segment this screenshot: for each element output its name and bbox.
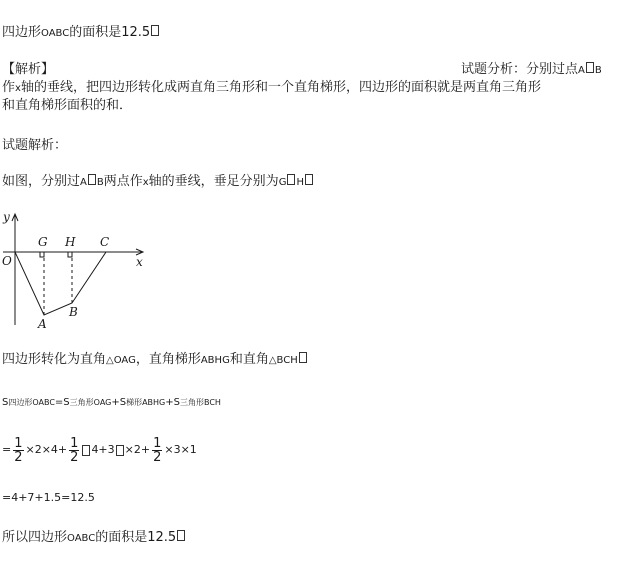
analysis-tag: 【解析】 — [2, 62, 55, 77]
right-angle-mark-g — [40, 252, 44, 257]
right-angle-mark-h — [68, 252, 72, 257]
solution-heading: 试题解析： — [2, 138, 68, 153]
label-a: A — [38, 317, 47, 331]
area-result: =4+7+1.5=12.5 — [2, 491, 95, 504]
missing-glyph-box — [82, 445, 90, 456]
label-h: H — [65, 235, 76, 249]
missing-glyph-box — [177, 530, 185, 541]
missing-glyph-box — [116, 445, 124, 456]
label-x: x — [136, 255, 143, 269]
label-o: O — [2, 254, 12, 268]
quadrilateral-oabc — [15, 252, 106, 315]
area-formula: S四边形OABC=S三角形OAG+S梯形ABHG+S三角形BCH — [2, 397, 221, 408]
transform-line: 四边形转化为直角△OAG，直角梯形ABHG和直角△BCH — [2, 352, 308, 369]
coordinate-figure — [0, 205, 160, 335]
conclusion: 所以四边形OABC的面积是12.5 — [2, 530, 186, 547]
missing-glyph-box — [287, 174, 295, 185]
label-g: G — [38, 235, 48, 249]
missing-glyph-box — [586, 62, 594, 73]
solution-line: 如图，分别过A B两点作x轴的垂线，垂足分别为G H — [2, 174, 314, 191]
missing-glyph-box — [88, 174, 96, 185]
area-calculation: = $\frac{1}{2}$ ×2×4+ $\frac{1}{2}$ 4+3 ×2+ $\frac{1}{2}$ ×3×1 — [2, 435, 197, 465]
label-c: C — [100, 235, 110, 249]
fraction-half: $\frac{1}{2}$ — [14, 435, 23, 465]
analysis-summary-start: 试题分析：分别过点A B — [461, 62, 602, 77]
missing-glyph-box — [305, 174, 313, 185]
missing-glyph-box — [151, 25, 159, 36]
answer-statement: 四边形OABC的面积是12.5 — [2, 25, 160, 42]
analysis-line-2: 作x轴的垂线，把四边形转化成两直角三角形和一个直角梯形，四边形的面积就是两直角三角形 — [2, 80, 541, 95]
label-y: y — [3, 210, 10, 224]
label-b: B — [69, 305, 78, 319]
fraction-half: $\frac{1}{2}$ — [153, 435, 162, 465]
missing-glyph-box — [299, 352, 307, 363]
analysis-line-3: 和直角梯形面积的和． — [2, 98, 133, 113]
fraction-half: $\frac{1}{2}$ — [70, 435, 79, 465]
